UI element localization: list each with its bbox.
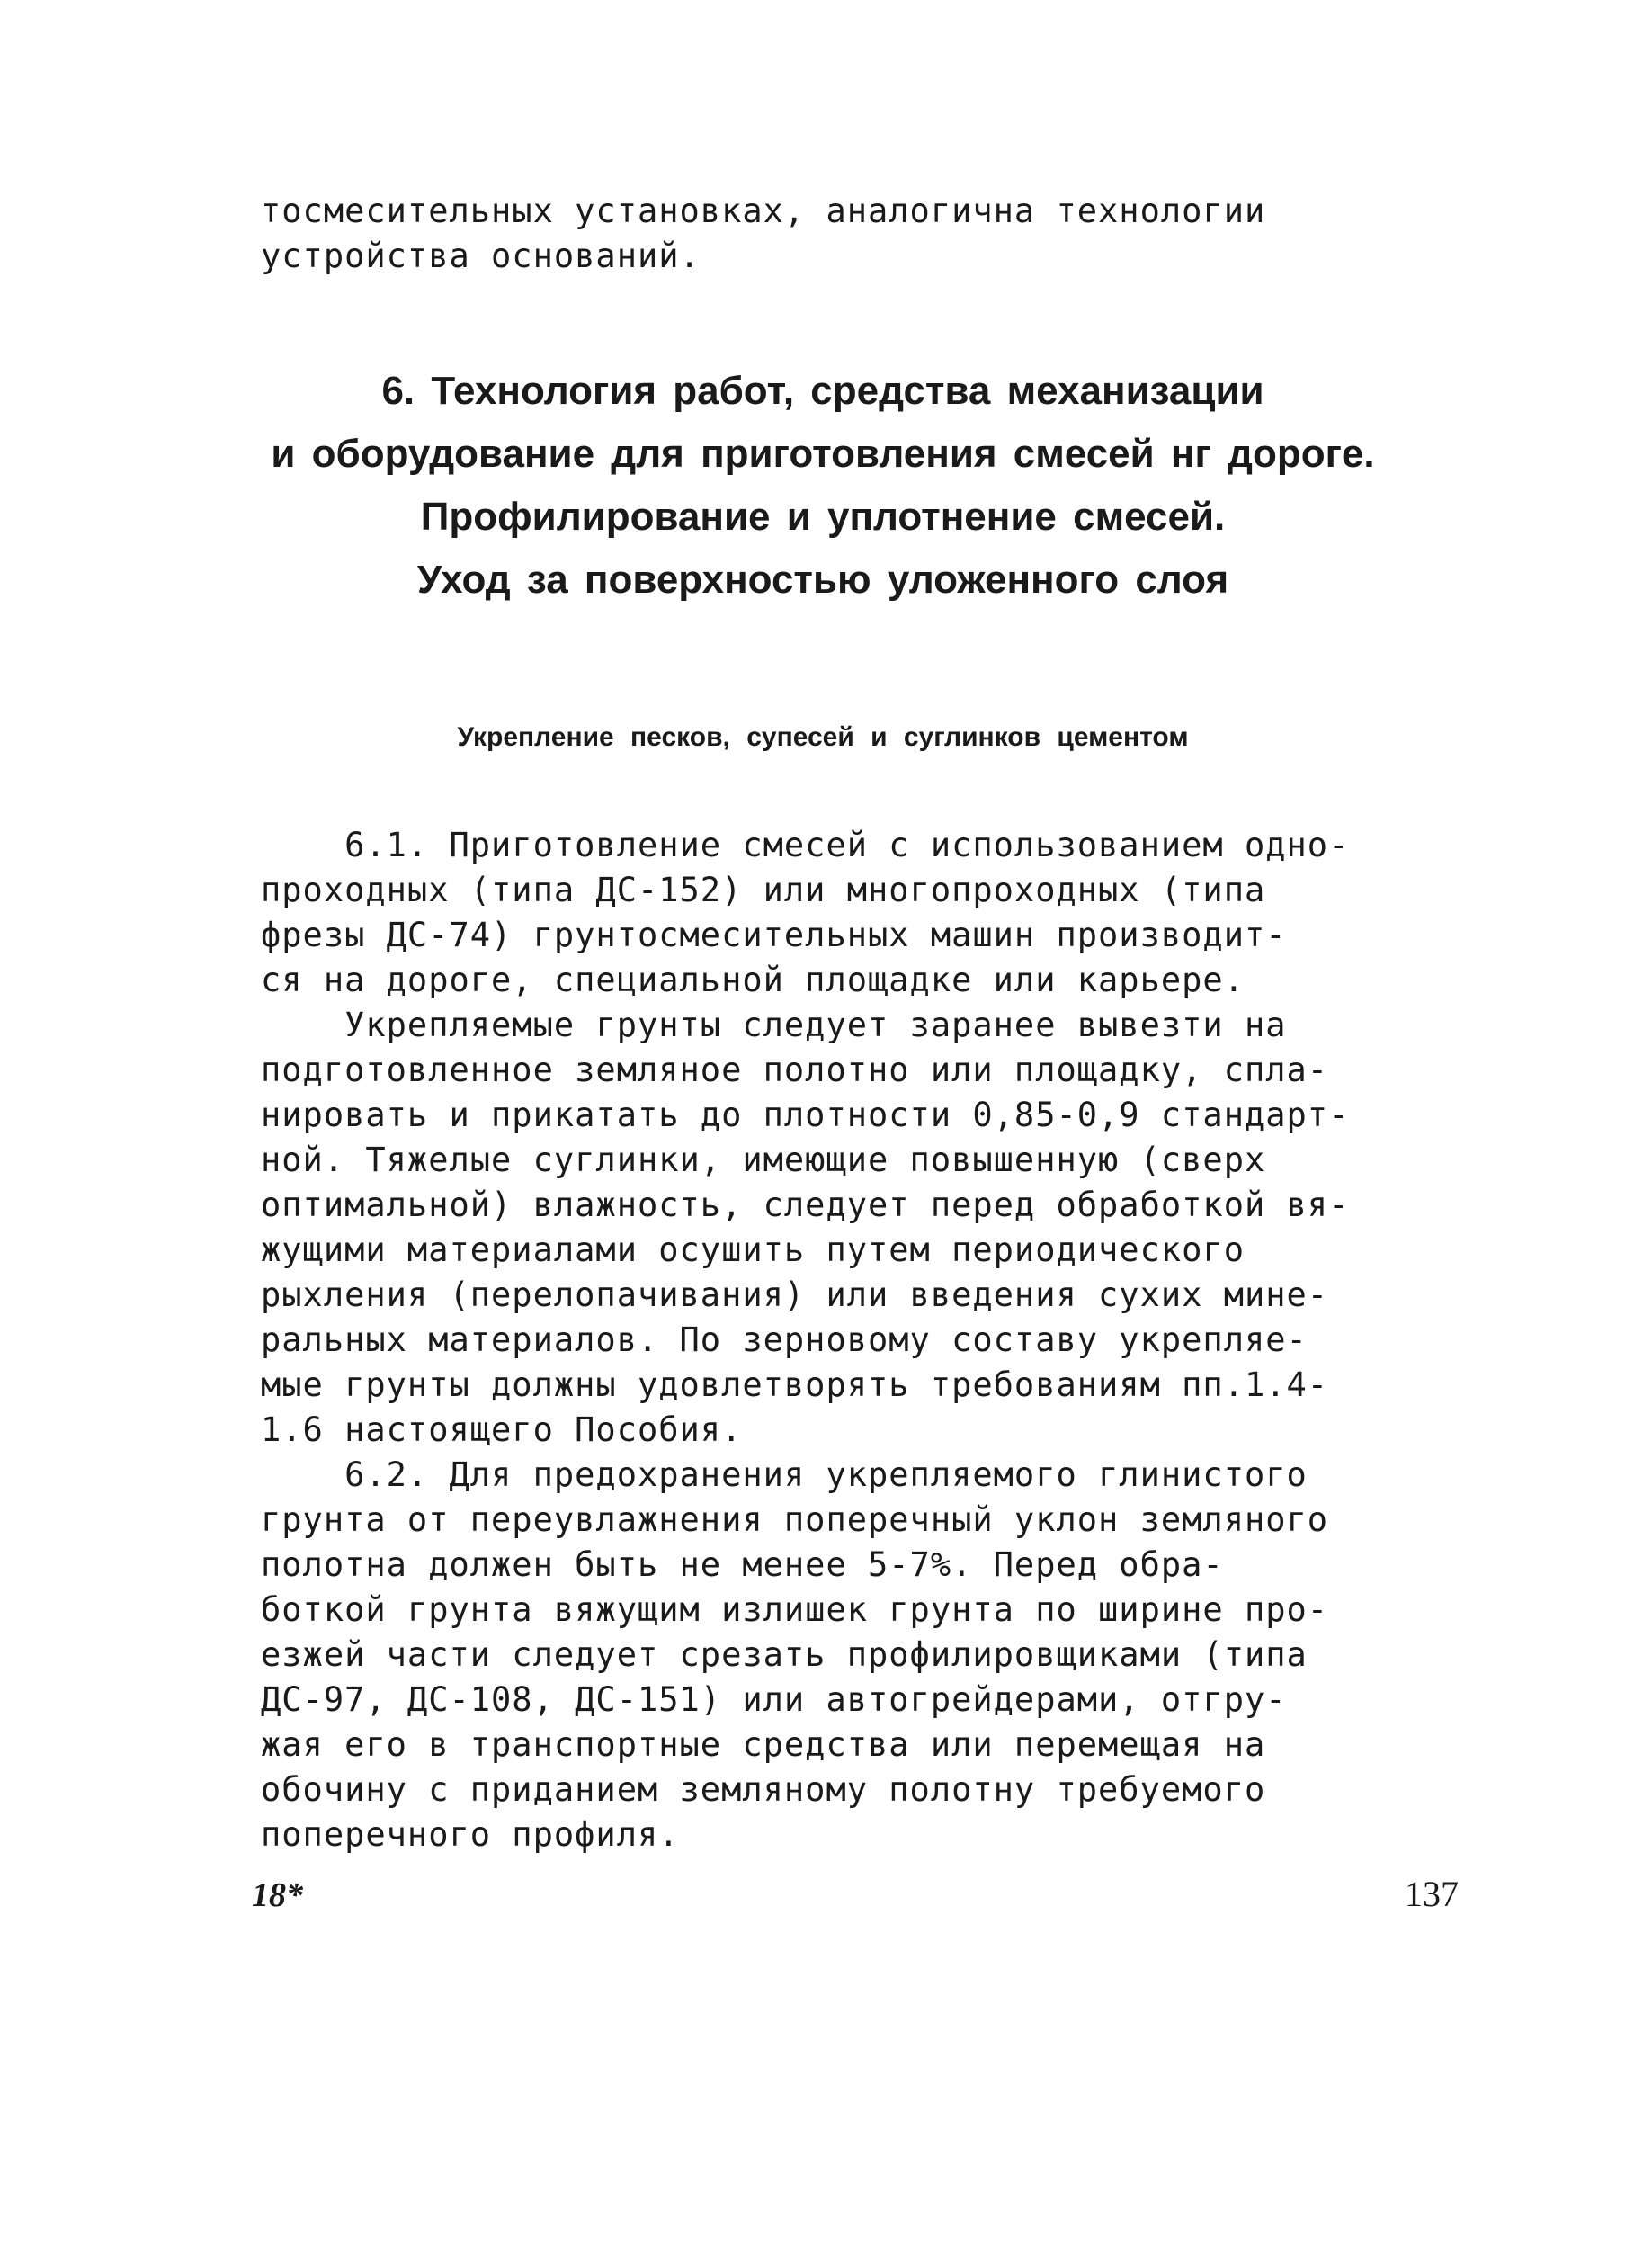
text-line: ной. Тяжелые суглинки, имеющие повышенную (сверх — [261, 1141, 1266, 1179]
section-heading — [234, 360, 1412, 612]
text-line: устройства оснований. — [261, 237, 701, 275]
subsection-heading: Укрепление песков, супесей и суглинков цементом — [457, 722, 1189, 752]
text-line: грунта от переувлажнения поперечный уклон земляного — [261, 1500, 1329, 1539]
text-line: проходных (типа ДС-152) или многопроходных (типа — [261, 871, 1266, 909]
text-line: фрезы ДС-74) грунтосмесительных машин производит- — [261, 916, 1287, 954]
text-line: нировать и прикатать до плотности 0,85-0,9 стандарт- — [261, 1096, 1350, 1134]
text-line: подготовленное земляное полотно или площадку, спла- — [261, 1051, 1329, 1089]
text-line: поперечного профиля. — [261, 1815, 680, 1854]
text-line: 1.6 настоящего Пособия. — [261, 1410, 743, 1449]
text-line: Укрепляемые грунты следует заранее вывезти на — [261, 1006, 1287, 1044]
text-line: езжей части следует срезать профилировщиками (типа — [261, 1635, 1308, 1674]
paragraph-soils — [261, 1003, 1457, 1453]
text-line: полотна должен быть не менее 5-7%. Перед обра- — [261, 1545, 1224, 1584]
intro-paragraph — [261, 189, 1457, 279]
text-line: ДС-97, ДС-108, ДС-151) или автогрейдерами, отгру- — [261, 1680, 1287, 1719]
text-line: рыхления (перелопачивания) или введения сухих мине- — [261, 1275, 1329, 1314]
text-line: 6.1. Приготовление смесей с использованием одно- — [261, 826, 1350, 864]
page-number: 137 — [1405, 1874, 1459, 1914]
heading-line: 6. Технология работ, средства механизации — [381, 369, 1264, 413]
text-line: 6.2. Для предохранения укрепляемого глинистого — [261, 1455, 1308, 1494]
signature-mark: 18* — [252, 1876, 303, 1914]
text-line: мые грунты должны удовлетворять требованиям пп.1.4- — [261, 1365, 1329, 1404]
text-line: тосмесительных установках, аналогична технологии — [261, 192, 1266, 230]
paragraph-6-2 — [261, 1453, 1457, 1857]
text-line: жущими материалами осушить путем периодического — [261, 1230, 1245, 1269]
text-line: жая его в транспортные средства или перемещая на — [261, 1725, 1266, 1764]
text-line: боткой грунта вяжущим излишек грунта по ширине про- — [261, 1590, 1329, 1629]
heading-line: и оборудование для приготовления смесей нг дороге. — [271, 432, 1375, 476]
text-line: ральных материалов. По зерновому составу укрепляе- — [261, 1320, 1308, 1359]
heading-line: Профилирование и уплотнение смесей. — [420, 495, 1226, 539]
text-line: обочину с приданием земляному полотну требуемого — [261, 1770, 1266, 1809]
heading-line: Уход за поверхностью уложенного слоя — [416, 558, 1229, 602]
text-line: ся на дороге, специальной площадке или карьере. — [261, 961, 1245, 999]
paragraph-6-1 — [261, 823, 1457, 1003]
text-line: оптимальной) влажность, следует перед обработкой вя- — [261, 1186, 1350, 1224]
